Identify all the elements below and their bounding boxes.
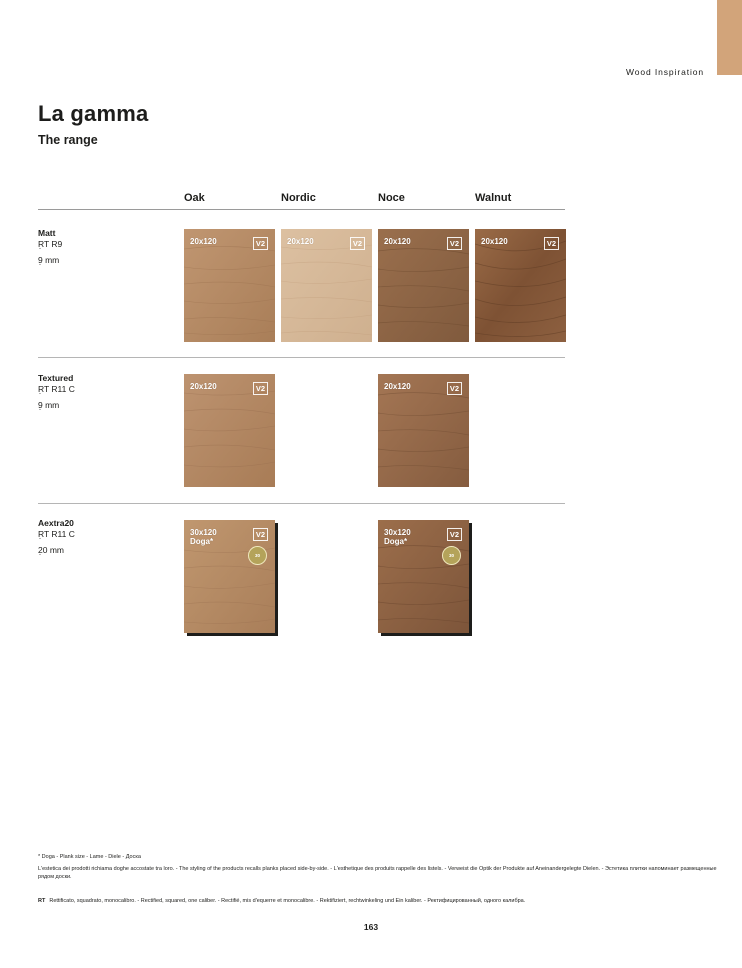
tile-size-label: 20x120 [481,237,508,246]
v2-badge: V2 [447,528,462,541]
row-spec: RT R11 C [38,529,75,539]
row-label-matt [38,228,148,271]
thickness-mark-bottom: ˆ [39,265,41,271]
tile-size-note: Doga* [190,537,214,546]
row-label-textured [38,373,148,416]
row-spec: RT R9 [38,239,63,249]
thickness-mark-bottom: ˆ [39,555,41,561]
tile-aextra20-oak[interactable] [184,520,275,633]
row-thickness: 20 mm [38,545,64,555]
page-subtitle: The range [38,133,98,147]
thickness-seal-icon: 30 [248,546,267,565]
footnote-rt-text: Rettificato, squadrato, monocalibro. - Rectified, squared, one caliber. - Rectifié, mis d'equerre et monocalibre. - Rektifiziert, rechtwinkeling und Ein kaliber. - Ректифицированный, одного калибра. [49,898,526,904]
tile-size: 30x120 [190,528,217,537]
row-name: Aextra20 [38,518,74,528]
chapter-tab [717,0,742,75]
thickness-mark-top: ˇ [39,249,41,255]
column-header-nordic: Nordic [281,192,316,204]
tile-size: 30x120 [384,528,411,537]
tile-textured-noce[interactable] [378,374,469,487]
row-name: Matt [38,228,56,238]
column-header-noce: Noce [378,192,405,204]
v2-badge: V2 [253,237,268,250]
row-label-aextra20 [38,518,148,561]
tile-size-label: 20x120 [190,382,217,391]
tile-size-label: 20x120 [384,382,411,391]
footnote-rt [38,897,718,905]
column-header-walnut: Walnut [475,192,512,204]
v2-badge: V2 [544,237,559,250]
footnote-styling: L'estetica dei prodotti richiama doghe accostate tra loro. - The styling of the products recalls planks placed side-by-side. - L'esthetique des produits rappelle des listels. - Verweist die Optik der Produkte auf Aneinandergelegte Dielen. - Эстетика плитки напоминает размещенные рядом доски. [38,866,717,880]
tile-size-label: 20x120 [190,237,217,246]
v2-badge: V2 [447,382,462,395]
tile-matt-walnut[interactable] [475,229,566,342]
thickness-mark-bottom: ˆ [39,410,41,416]
tile-matt-nordic[interactable] [281,229,372,342]
tile-textured-oak[interactable] [184,374,275,487]
thickness-mark-top: ˇ [39,394,41,400]
v2-badge: V2 [253,528,268,541]
thickness-seal-icon: 30 [442,546,461,565]
row-thickness: 9 mm [38,255,60,265]
thickness-mark-top: ˇ [39,539,41,545]
row-divider [38,357,565,358]
running-title: Wood Inspiration [625,67,704,77]
v2-badge: V2 [253,382,268,395]
column-header-oak: Oak [184,192,205,204]
footnote-rt-label: RT [38,898,46,904]
page-number: 163 [363,922,379,932]
v2-badge: V2 [447,237,462,250]
row-divider [38,503,565,504]
page-title: La gamma [38,101,149,126]
v2-badge: V2 [350,237,365,250]
row-spec: RT R11 C [38,384,75,394]
tile-matt-oak[interactable] [184,229,275,342]
tile-size-label [190,528,250,546]
row-thickness: 9 mm [38,400,60,410]
header-divider [38,209,565,210]
tile-aextra20-noce[interactable] [378,520,469,633]
tile-matt-noce[interactable] [378,229,469,342]
row-name: Textured [38,373,74,383]
tile-size-label: 20x120 [287,237,314,246]
tile-size-label [384,528,444,546]
footnote-doga: * Doga - Plank size - Lame - Diele - Доска [38,854,141,860]
tile-size-note: Doga* [384,537,408,546]
tile-size-label: 20x120 [384,237,411,246]
